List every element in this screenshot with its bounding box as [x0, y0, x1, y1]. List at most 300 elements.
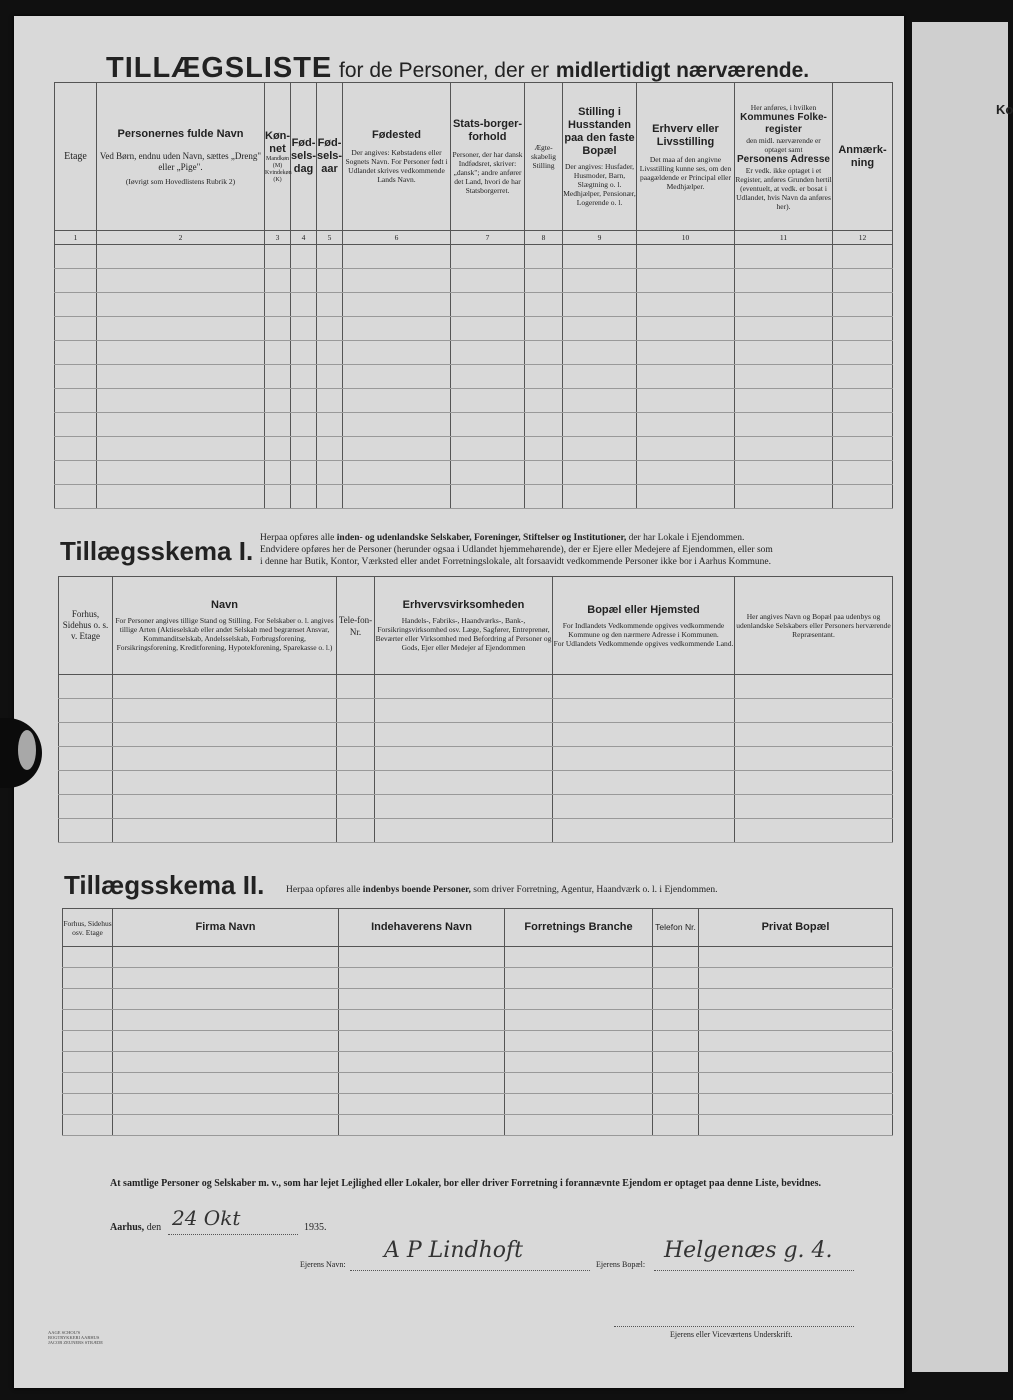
declaration: At samtlige Personer og Selskaber m. v., som har lejet Lejlighed eller Lokaler, bor eller driver Forretning i forannævnte Ejendom er optaget paa denne Liste, bevidnes. — [110, 1178, 821, 1189]
table-cell[interactable] — [63, 1010, 113, 1031]
table-cell[interactable] — [653, 1094, 699, 1115]
table-row — [55, 437, 893, 461]
table-cell[interactable] — [451, 437, 525, 461]
table-cell[interactable] — [343, 245, 451, 269]
table-cell[interactable] — [55, 389, 97, 413]
table-cell[interactable] — [97, 317, 265, 341]
table-cell[interactable] — [265, 245, 291, 269]
table-cell[interactable] — [833, 293, 893, 317]
table-cell[interactable] — [97, 437, 265, 461]
table-cell[interactable] — [317, 389, 343, 413]
table-cell[interactable] — [653, 947, 699, 968]
table-cell[interactable] — [505, 968, 653, 989]
table-cell[interactable] — [55, 293, 97, 317]
table-cell[interactable] — [343, 389, 451, 413]
table-cell[interactable] — [637, 461, 735, 485]
table-cell[interactable] — [265, 485, 291, 509]
table-cell[interactable] — [563, 485, 637, 509]
table-cell[interactable] — [735, 795, 893, 819]
table-cell[interactable] — [291, 245, 317, 269]
table-row — [63, 989, 893, 1010]
table-cell[interactable] — [833, 485, 893, 509]
table-cell[interactable] — [525, 293, 563, 317]
table-cell[interactable] — [699, 989, 893, 1010]
table-cell[interactable] — [97, 341, 265, 365]
table-cell[interactable] — [735, 723, 893, 747]
table-row — [55, 245, 893, 269]
table-cell[interactable] — [291, 437, 317, 461]
table-cell[interactable] — [525, 317, 563, 341]
table-cell[interactable] — [113, 1031, 339, 1052]
table-row — [55, 269, 893, 293]
table-cell[interactable] — [343, 269, 451, 293]
column-number-row: 1 2 3 4 5 6 7 8 9 10 11 12 — [55, 231, 893, 245]
table-cell[interactable] — [113, 675, 337, 699]
owner-name-rule — [350, 1270, 590, 1271]
table-cell[interactable] — [63, 1073, 113, 1094]
table-cell[interactable] — [59, 771, 113, 795]
table-cell[interactable] — [113, 699, 337, 723]
table-cell[interactable] — [97, 413, 265, 437]
table-cell[interactable] — [735, 771, 893, 795]
table-cell[interactable] — [317, 269, 343, 293]
table-cell[interactable] — [637, 437, 735, 461]
table-cell[interactable] — [735, 269, 833, 293]
table-cell[interactable] — [55, 413, 97, 437]
table-row — [55, 365, 893, 389]
table-cell[interactable] — [55, 461, 97, 485]
table-cell[interactable] — [451, 293, 525, 317]
table-cell[interactable] — [343, 293, 451, 317]
table-cell[interactable] — [59, 723, 113, 747]
s2-col-firma: Firma Navn — [113, 909, 339, 947]
table-cell[interactable] — [735, 389, 833, 413]
table-cell[interactable] — [63, 1115, 113, 1136]
table-cell[interactable] — [113, 1094, 339, 1115]
table-cell[interactable] — [699, 1115, 893, 1136]
table-row — [59, 819, 893, 843]
table-cell[interactable] — [343, 413, 451, 437]
table-cell[interactable] — [653, 1073, 699, 1094]
table-cell[interactable] — [343, 341, 451, 365]
table-cell[interactable] — [63, 1052, 113, 1073]
table-cell[interactable] — [451, 269, 525, 293]
table-cell[interactable] — [451, 365, 525, 389]
table-row — [59, 747, 893, 771]
table-cell[interactable] — [59, 675, 113, 699]
table-cell[interactable] — [563, 341, 637, 365]
table-cell[interactable] — [337, 747, 375, 771]
table-cell[interactable] — [337, 675, 375, 699]
table-cell[interactable] — [317, 365, 343, 389]
table-cell[interactable] — [55, 365, 97, 389]
table-row — [59, 699, 893, 723]
table-cell[interactable] — [735, 341, 833, 365]
table-cell[interactable] — [291, 341, 317, 365]
table-cell[interactable] — [833, 413, 893, 437]
col-aegteskabelig: Ægte-skabelig Stilling — [525, 83, 563, 231]
table-cell[interactable] — [55, 341, 97, 365]
table-cell[interactable] — [317, 485, 343, 509]
s2-col-etage: Forhus, Sidehus osv. Etage — [63, 909, 113, 947]
table-cell[interactable] — [339, 1010, 505, 1031]
adjacent-page-fragment: Ko — [996, 102, 1013, 117]
table-cell[interactable] — [291, 485, 317, 509]
table-cell[interactable] — [55, 437, 97, 461]
table-cell[interactable] — [451, 389, 525, 413]
col-statsborger: Stats-borger-forhold Personer, der har dansk Indfødsret, skriver: „dansk"; andre anfører det Land, hvori de har Statsborgerret. — [451, 83, 525, 231]
table-cell[interactable] — [265, 461, 291, 485]
table-cell[interactable] — [553, 747, 735, 771]
table-cell[interactable] — [833, 269, 893, 293]
table-cell[interactable] — [55, 317, 97, 341]
table-cell[interactable] — [265, 413, 291, 437]
table-cell[interactable] — [97, 389, 265, 413]
col-stilling: Stilling i Husstanden paa den faste Bopæl Der angives: Husfader, Husmoder, Barn, Slægtning o. l. Medhjælper, Pensionær, Logerende o. l. — [563, 83, 637, 231]
table-cell[interactable] — [55, 269, 97, 293]
table-cell[interactable] — [265, 389, 291, 413]
table-cell[interactable] — [337, 699, 375, 723]
table-cell[interactable] — [265, 317, 291, 341]
col-erhverv: Erhverv eller Livsstilling Det maa af den angivne Livsstilling kunne ses, om den paagældende er Principal eller Medhjælper. — [637, 83, 735, 231]
table-cell[interactable] — [55, 245, 97, 269]
owner-name-handwritten: A P Lindhoft — [384, 1238, 523, 1263]
table-cell[interactable] — [735, 413, 833, 437]
table-cell[interactable] — [525, 461, 563, 485]
table-cell[interactable] — [317, 413, 343, 437]
s1-col-erhverv: Erhvervsvirksomheden Handels-, Fabriks-, Haandværks-, Bank-, Forsikringsvirksomhed osv. Læge, Sagfører, Entreprenør, Beværter eller Virksomhed med Befordring af Personer og Gods, Ejer eller Medejer af Ejendommen — [375, 577, 553, 675]
table-cell[interactable] — [563, 437, 637, 461]
table-cell[interactable] — [563, 317, 637, 341]
table-cell[interactable] — [525, 365, 563, 389]
table-cell[interactable] — [55, 485, 97, 509]
table-cell[interactable] — [563, 389, 637, 413]
signature-label: Ejerens eller Viceværtens Underskrift. — [670, 1330, 793, 1339]
table-cell[interactable] — [505, 1010, 653, 1031]
table-cell[interactable] — [265, 341, 291, 365]
table-cell[interactable] — [563, 365, 637, 389]
table-cell[interactable] — [525, 245, 563, 269]
table-cell[interactable] — [113, 1052, 339, 1073]
table-row — [55, 461, 893, 485]
table-row — [63, 1052, 893, 1073]
table-cell[interactable] — [339, 968, 505, 989]
table-row — [55, 293, 893, 317]
table-row — [55, 389, 893, 413]
s1-col-bopael: Bopæl eller Hjemsted For Indlandets Vedkommende opgives vedkommende Kommune og den nærmere Adresse i Kommunen. For Udlandets Vedkommende opgives vedkommende Land. — [553, 577, 735, 675]
table-cell[interactable] — [375, 819, 553, 843]
table-cell[interactable] — [451, 461, 525, 485]
table-cell[interactable] — [113, 771, 337, 795]
table-cell[interactable] — [291, 269, 317, 293]
col-foedselsdag: Fød-sels-dag — [291, 83, 317, 231]
table-cell[interactable] — [637, 293, 735, 317]
table-cell[interactable] — [699, 947, 893, 968]
date-handwritten: 24 Okt — [172, 1206, 241, 1230]
col-foedselsaar: Fød-sels-aar — [317, 83, 343, 231]
table-cell[interactable] — [97, 245, 265, 269]
table-cell[interactable] — [833, 245, 893, 269]
table-cell[interactable] — [343, 461, 451, 485]
table-cell[interactable] — [451, 485, 525, 509]
owner-address-rule — [654, 1270, 854, 1271]
table-cell[interactable] — [505, 1073, 653, 1094]
s1-col-repraesentant: Her angives Navn og Bopæl paa udenbys og udenlandske Selskabers eller Personers herværende Repræsentant. — [735, 577, 893, 675]
table-cell[interactable] — [291, 317, 317, 341]
table-cell[interactable] — [699, 1094, 893, 1115]
table-cell[interactable] — [337, 723, 375, 747]
table-cell[interactable] — [113, 819, 337, 843]
s1-col-telefon: Tele-fon-Nr. — [337, 577, 375, 675]
schema1-description: Herpaa opføres alle inden- og udenlandske Selskaber, Foreninger, Stiftelser og Institutioner, der har Lokale i Ejendommen. Endvidere opføres her de Personer (herunder ogsaa i Udlandet hjemmehørende), der er Ejere eller Medejere af Ejendommen, eller som i denne har Butik, Kontor, Værksted eller andet Forretningslokale, alt forsaavidt vedkommende Personer ikke bor i Aarhus Kommune. — [260, 533, 773, 567]
table-cell[interactable] — [291, 461, 317, 485]
table-cell[interactable] — [637, 341, 735, 365]
table-cell[interactable] — [265, 269, 291, 293]
table-cell[interactable] — [375, 771, 553, 795]
schema2-description: Herpaa opføres alle indenbys boende Personer, som driver Forretning, Agentur, Haandværk o. l. i Ejendommen. — [286, 885, 718, 895]
schema1-table — [58, 576, 893, 843]
table-cell[interactable] — [563, 413, 637, 437]
table-cell[interactable] — [553, 795, 735, 819]
table-cell[interactable] — [317, 341, 343, 365]
owner-address-handwritten: Helgenæs g. 4. — [664, 1238, 833, 1263]
table-row — [63, 1115, 893, 1136]
table-cell[interactable] — [265, 293, 291, 317]
table-cell[interactable] — [553, 819, 735, 843]
tillaegsliste-table — [54, 82, 893, 509]
table-cell[interactable] — [339, 1094, 505, 1115]
table-cell[interactable] — [113, 989, 339, 1010]
table-cell[interactable] — [653, 1115, 699, 1136]
table-cell[interactable] — [451, 341, 525, 365]
schema1-header-row — [59, 577, 893, 675]
table-cell[interactable] — [833, 389, 893, 413]
table-cell[interactable] — [317, 293, 343, 317]
table-cell[interactable] — [563, 269, 637, 293]
table-cell[interactable] — [735, 485, 833, 509]
table-cell[interactable] — [735, 819, 893, 843]
owner-name-label: Ejerens Navn: — [300, 1260, 346, 1269]
table-cell[interactable] — [653, 1031, 699, 1052]
table-cell[interactable] — [337, 795, 375, 819]
table-cell[interactable] — [63, 1094, 113, 1115]
table-cell[interactable] — [735, 293, 833, 317]
table-row — [59, 795, 893, 819]
table-cell[interactable] — [291, 413, 317, 437]
table-cell[interactable] — [735, 747, 893, 771]
table-cell[interactable] — [317, 245, 343, 269]
table-cell[interactable] — [699, 1031, 893, 1052]
table-cell[interactable] — [735, 699, 893, 723]
table-cell[interactable] — [113, 795, 337, 819]
table-row — [63, 1094, 893, 1115]
table-cell[interactable] — [265, 365, 291, 389]
table-cell[interactable] — [833, 461, 893, 485]
table-cell[interactable] — [563, 245, 637, 269]
table-cell[interactable] — [451, 413, 525, 437]
table-cell[interactable] — [113, 723, 337, 747]
table-cell[interactable] — [63, 989, 113, 1010]
table-cell[interactable] — [505, 1115, 653, 1136]
table-cell[interactable] — [735, 461, 833, 485]
table-cell[interactable] — [339, 989, 505, 1010]
table-cell[interactable] — [505, 1031, 653, 1052]
table-cell[interactable] — [653, 1052, 699, 1073]
table-cell[interactable] — [525, 341, 563, 365]
table-cell[interactable] — [343, 437, 451, 461]
table-cell[interactable] — [505, 947, 653, 968]
table-cell[interactable] — [833, 365, 893, 389]
table-row — [63, 1010, 893, 1031]
table-cell[interactable] — [833, 437, 893, 461]
form-page — [14, 16, 904, 1388]
table-cell[interactable] — [113, 968, 339, 989]
table-cell[interactable] — [113, 747, 337, 771]
table-cell[interactable] — [97, 461, 265, 485]
table-cell[interactable] — [317, 437, 343, 461]
schema2-body — [63, 947, 893, 1136]
table-cell[interactable] — [525, 389, 563, 413]
table-row — [55, 341, 893, 365]
table-cell[interactable] — [317, 461, 343, 485]
table-cell[interactable] — [699, 1010, 893, 1031]
table-cell[interactable] — [525, 413, 563, 437]
table-cell[interactable] — [59, 795, 113, 819]
s2-col-branche: Forretnings Branche — [505, 909, 653, 947]
col-navn: Personernes fulde Navn Ved Børn, endnu uden Navn, sættes „Dreng" eller „Pige". (Iøvrigt som Hovedlistens Rubrik 2) — [97, 83, 265, 231]
table-cell[interactable] — [343, 485, 451, 509]
table-cell[interactable] — [553, 675, 735, 699]
table-cell[interactable] — [553, 723, 735, 747]
table-cell[interactable] — [833, 341, 893, 365]
table-cell[interactable] — [317, 317, 343, 341]
table-cell[interactable] — [265, 437, 291, 461]
table-cell[interactable] — [97, 269, 265, 293]
date-line-rule — [168, 1234, 298, 1235]
table-cell[interactable] — [291, 293, 317, 317]
table-cell[interactable] — [451, 317, 525, 341]
table-cell[interactable] — [735, 245, 833, 269]
table-cell[interactable] — [525, 485, 563, 509]
table-cell[interactable] — [505, 1052, 653, 1073]
table-cell[interactable] — [97, 293, 265, 317]
s2-col-indehaver: Indehaverens Navn — [339, 909, 505, 947]
signature-rule — [614, 1326, 854, 1327]
table-cell[interactable] — [653, 989, 699, 1010]
table-cell[interactable] — [451, 245, 525, 269]
table-row — [59, 771, 893, 795]
table-cell[interactable] — [699, 1052, 893, 1073]
table-cell[interactable] — [59, 699, 113, 723]
col-koen: Køn-net Mandkøn (M) Kvindekøn (K) — [265, 83, 291, 231]
schema2-header-row — [63, 909, 893, 947]
table-row — [55, 317, 893, 341]
schema1-body — [59, 675, 893, 843]
printer-imprint: AAGE SCHOU'S BOGTRYKKERI AARHUS JACOB ZEUNERS STRÆDE — [48, 1330, 104, 1345]
s2-col-privat-bopael: Privat Bopæl — [699, 909, 893, 947]
table-cell[interactable] — [505, 1094, 653, 1115]
table-cell[interactable] — [653, 1010, 699, 1031]
table-cell[interactable] — [553, 771, 735, 795]
table-cell[interactable] — [653, 968, 699, 989]
table-cell[interactable] — [735, 317, 833, 341]
table-cell[interactable] — [699, 968, 893, 989]
table-cell[interactable] — [291, 389, 317, 413]
table-row — [63, 968, 893, 989]
schema2-table — [62, 908, 893, 1136]
table-cell[interactable] — [97, 365, 265, 389]
table-cell[interactable] — [339, 1073, 505, 1094]
table-cell[interactable] — [735, 437, 833, 461]
table-cell[interactable] — [97, 485, 265, 509]
main-title: TILLÆGSLISTE for de Personer, der er midlertidigt nærværende. — [106, 52, 810, 84]
table-row — [59, 723, 893, 747]
table-cell[interactable] — [375, 723, 553, 747]
table-cell[interactable] — [339, 1031, 505, 1052]
table-cell[interactable] — [337, 771, 375, 795]
table-cell[interactable] — [637, 245, 735, 269]
table-cell[interactable] — [505, 989, 653, 1010]
table-row — [55, 485, 893, 509]
table-cell[interactable] — [637, 389, 735, 413]
table-cell[interactable] — [63, 968, 113, 989]
s1-col-etage: Forhus, Sidehus o. s. v. Etage — [59, 577, 113, 675]
table-cell[interactable] — [563, 293, 637, 317]
table-cell[interactable] — [113, 1073, 339, 1094]
table-cell[interactable] — [291, 365, 317, 389]
adjacent-page — [912, 22, 1013, 1372]
schema1-title: Tillægsskema I. — [60, 536, 254, 566]
table-cell[interactable] — [339, 1052, 505, 1073]
table-cell[interactable] — [113, 947, 339, 968]
table-cell[interactable] — [59, 747, 113, 771]
table-cell[interactable] — [375, 675, 553, 699]
table-cell[interactable] — [637, 269, 735, 293]
table-cell[interactable] — [337, 819, 375, 843]
table-cell[interactable] — [59, 819, 113, 843]
table-cell[interactable] — [339, 1115, 505, 1136]
table-cell[interactable] — [63, 1031, 113, 1052]
col-anmaerkning: Anmærk-ning — [833, 83, 893, 231]
table-cell[interactable] — [735, 675, 893, 699]
table-cell[interactable] — [553, 699, 735, 723]
table-cell[interactable] — [699, 1073, 893, 1094]
table-cell[interactable] — [637, 485, 735, 509]
table-cell[interactable] — [563, 461, 637, 485]
table-cell[interactable] — [339, 947, 505, 968]
table-cell[interactable] — [637, 365, 735, 389]
table-cell[interactable] — [113, 1010, 339, 1031]
table-row — [63, 1031, 893, 1052]
table-cell[interactable] — [113, 1115, 339, 1136]
s2-col-telefon: Telefon Nr. — [653, 909, 699, 947]
table-cell[interactable] — [343, 317, 451, 341]
binding-clip-highlight — [18, 730, 36, 770]
table-cell[interactable] — [525, 269, 563, 293]
table-cell[interactable] — [63, 947, 113, 968]
table-row — [63, 1073, 893, 1094]
table-cell[interactable] — [375, 747, 553, 771]
table-cell[interactable] — [637, 413, 735, 437]
s1-col-navn: Navn For Personer angives tillige Stand og Stilling. For Selskaber o. l. angives tillige Arten (Aktieselskab eller andet Selskab med begrænset Ansvar, Kommanditselskab, Andelsselskab, Forbrugsforening, Forsikringsforening, Kreditforening, Hypotekforening, Sparekasse o. l.) — [113, 577, 337, 675]
table-cell[interactable] — [375, 699, 553, 723]
table-cell[interactable] — [343, 365, 451, 389]
table-cell[interactable] — [637, 317, 735, 341]
table-cell[interactable] — [833, 317, 893, 341]
table-cell[interactable] — [375, 795, 553, 819]
table-cell[interactable] — [525, 437, 563, 461]
table-cell[interactable] — [735, 365, 833, 389]
